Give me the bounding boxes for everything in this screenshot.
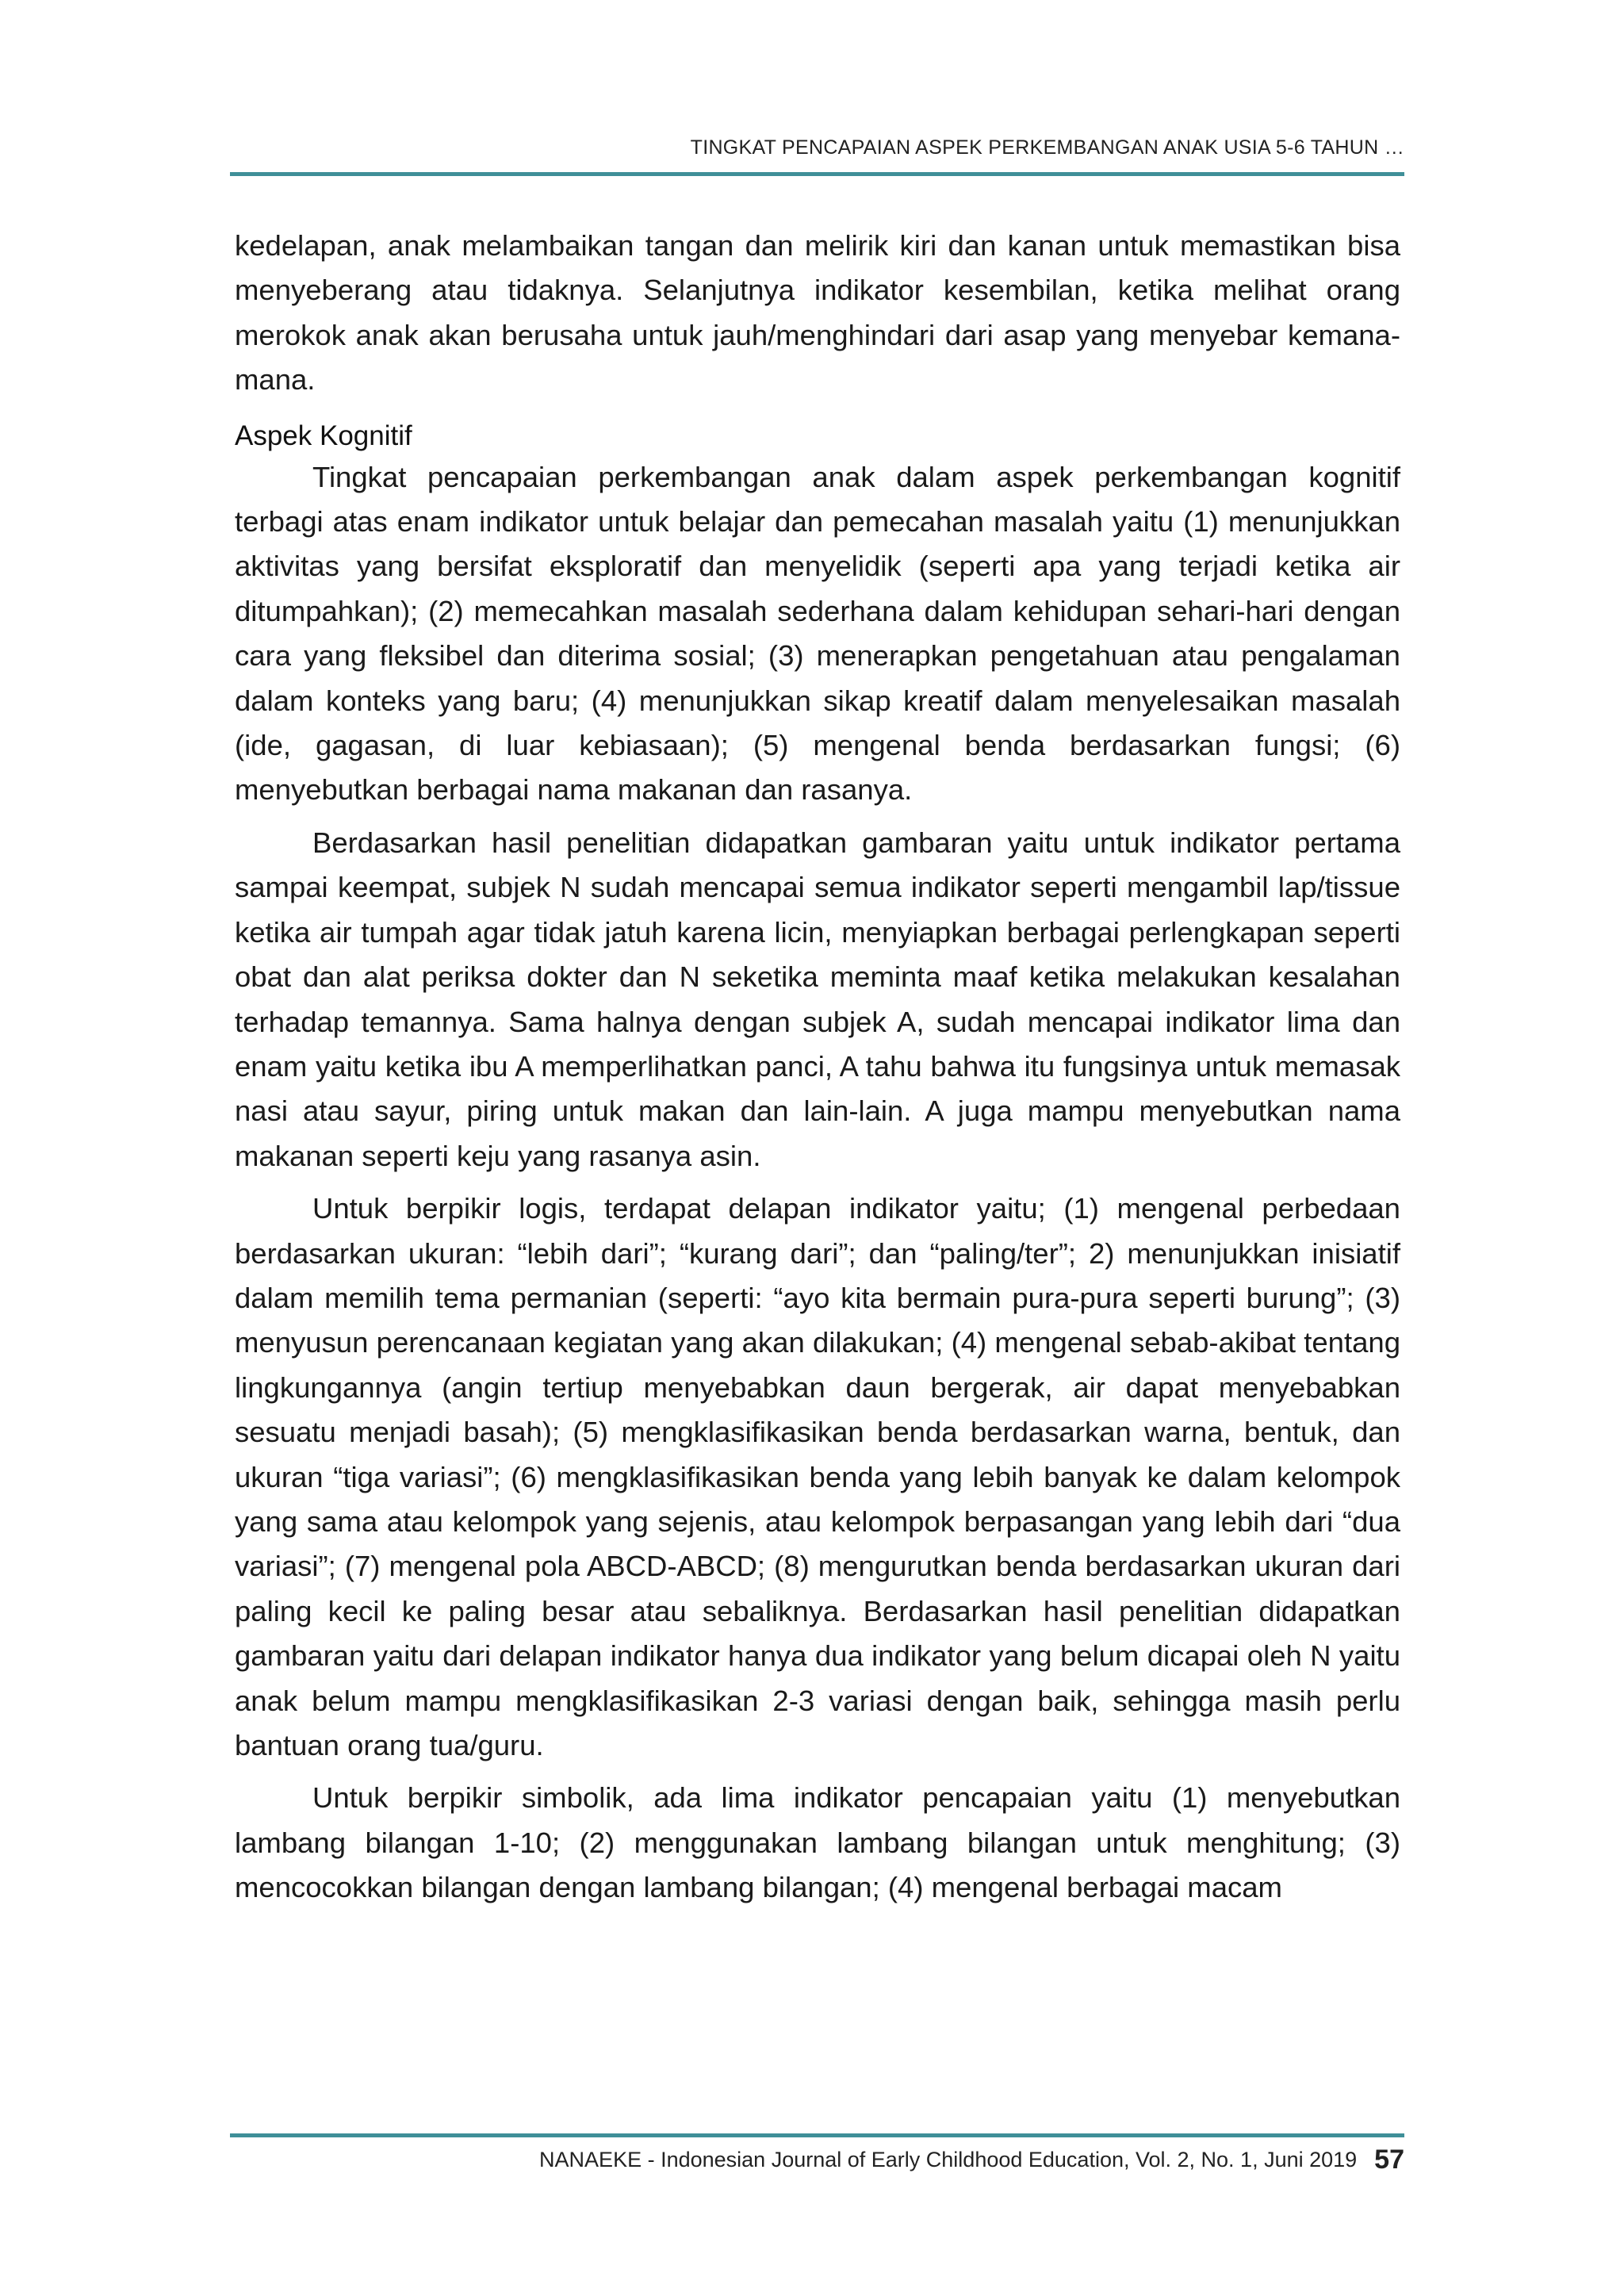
paragraph: Untuk berpikir logis, terdapat delapan indikator yaitu; (1) mengenal perbedaan berdasarkan ukuran: “lebih dari”; “kurang dari”; dan “paling/ter”; 2) menunjukkan inisiatif dalam memilih tema permanian (seperti: “ayo kita bermain pura-pura seperti burung”; (3) menyusun perencanaan kegiatan yang akan dilakukan; (4) mengenal sebab-akibat tentang lingkungannya (angin tertiup menyebabkan daun bergerak, air dapat menyebabkan sesuatu menjadi basah); (5) mengklasifikasikan benda berdasarkan warna, bentuk, dan ukuran “tiga variasi”; (6) mengklasifikasikan benda yang lebih banyak ke dalam kelompok yang sama atau kelompok yang sejenis, atau kelompok berpasangan yang lebih dari “dua variasi”; (7) mengenal pola ABCD-ABCD; (8) mengurutkan benda berdasarkan ukuran dari paling kecil ke paling besar atau sebaliknya. Berdasarkan hasil penelitian didapatkan gambaran yaitu dari delapan indikator hanya dua indikator yang belum dicapai oleh N yaitu anak belum mampu mengklasifikasikan 2-3 variasi dengan baik, sehingga masih perlu bantuan orang tua/guru. xyxy=(235,1192,1400,1761)
paragraph-continuation: kedelapan, anak melambaikan tangan dan melirik kiri dan kanan untuk memastikan bisa menyeberang atau tidaknya. Selanjutnya indikator kesembilan, ketika melihat orang merokok anak akan berusaha untuk jauh/menghindari dari asap yang menyebar kemana-mana. xyxy=(235,229,1400,397)
paragraph: Berdasarkan hasil penelitian didapatkan gambaran yaitu untuk indikator pertama sampai keempat, subjek N sudah mencapai semua indikator seperti mengambil lap/tissue ketika air tumpah agar tidak jatuh karena licin, menyiapkan berbagai perlengkapan seperti obat dan alat periksa dokter dan N seketika meminta maaf ketika melakukan kesalahan terhadap temannya. Sama halnya dengan subjek A, sudah mencapai indikator lima dan enam yaitu ketika ibu A memperlihatkan panci, A tahu bahwa itu fungsinya untuk memasak nasi atau sayur, piring untuk makan dan lain-lain. A juga mampu menyebutkan nama makanan seperti keju yang rasanya asin. xyxy=(235,826,1400,1172)
page-number: 57 xyxy=(1374,2145,1404,2175)
article-body xyxy=(235,224,1400,1911)
footer-citation: NANAEKE - Indonesian Journal of Early Childhood Education, Vol. 2, No. 1, Juni 2019 xyxy=(539,2148,1358,2171)
header-rule xyxy=(230,172,1404,176)
paragraph: Untuk berpikir simbolik, ada lima indikator pencapaian yaitu (1) menyebutkan lambang bilangan 1-10; (2) menggunakan lambang bilangan untuk menghitung; (3) mencocokkan bilangan dengan lambang bilangan; (4) mengenal berbagai macam xyxy=(235,1781,1400,1904)
paragraph: Tingkat pencapaian perkembangan anak dalam aspek perkembangan kognitif terbagi atas enam indikator untuk belajar dan pemecahan masalah yaitu (1) menunjukkan aktivitas yang bersifat eksploratif dan menyelidik (seperti apa yang terjadi ketika air ditumpahkan); (2) memecahkan masalah sederhana dalam kehidupan sehari-hari dengan cara yang fleksibel dan diterima sosial; (3) menerapkan pengetahuan atau pengalaman dalam konteks yang baru; (4) menunjukkan sikap kreatif dalam menyelesaikan masalah (ide, gagasan, di luar kebiasaan); (5) mengenal benda berdasarkan fungsi; (6) menyebutkan berbagai nama makanan dan rasanya. xyxy=(235,460,1400,807)
footer-rule xyxy=(230,2133,1404,2137)
page-footer xyxy=(230,2145,1404,2175)
section-heading: Aspek Kognitif xyxy=(235,420,412,451)
running-header: TINGKAT PENCAPAIAN ASPEK PERKEMBANGAN ANAK USIA 5-6 TAHUN … xyxy=(690,136,1404,159)
